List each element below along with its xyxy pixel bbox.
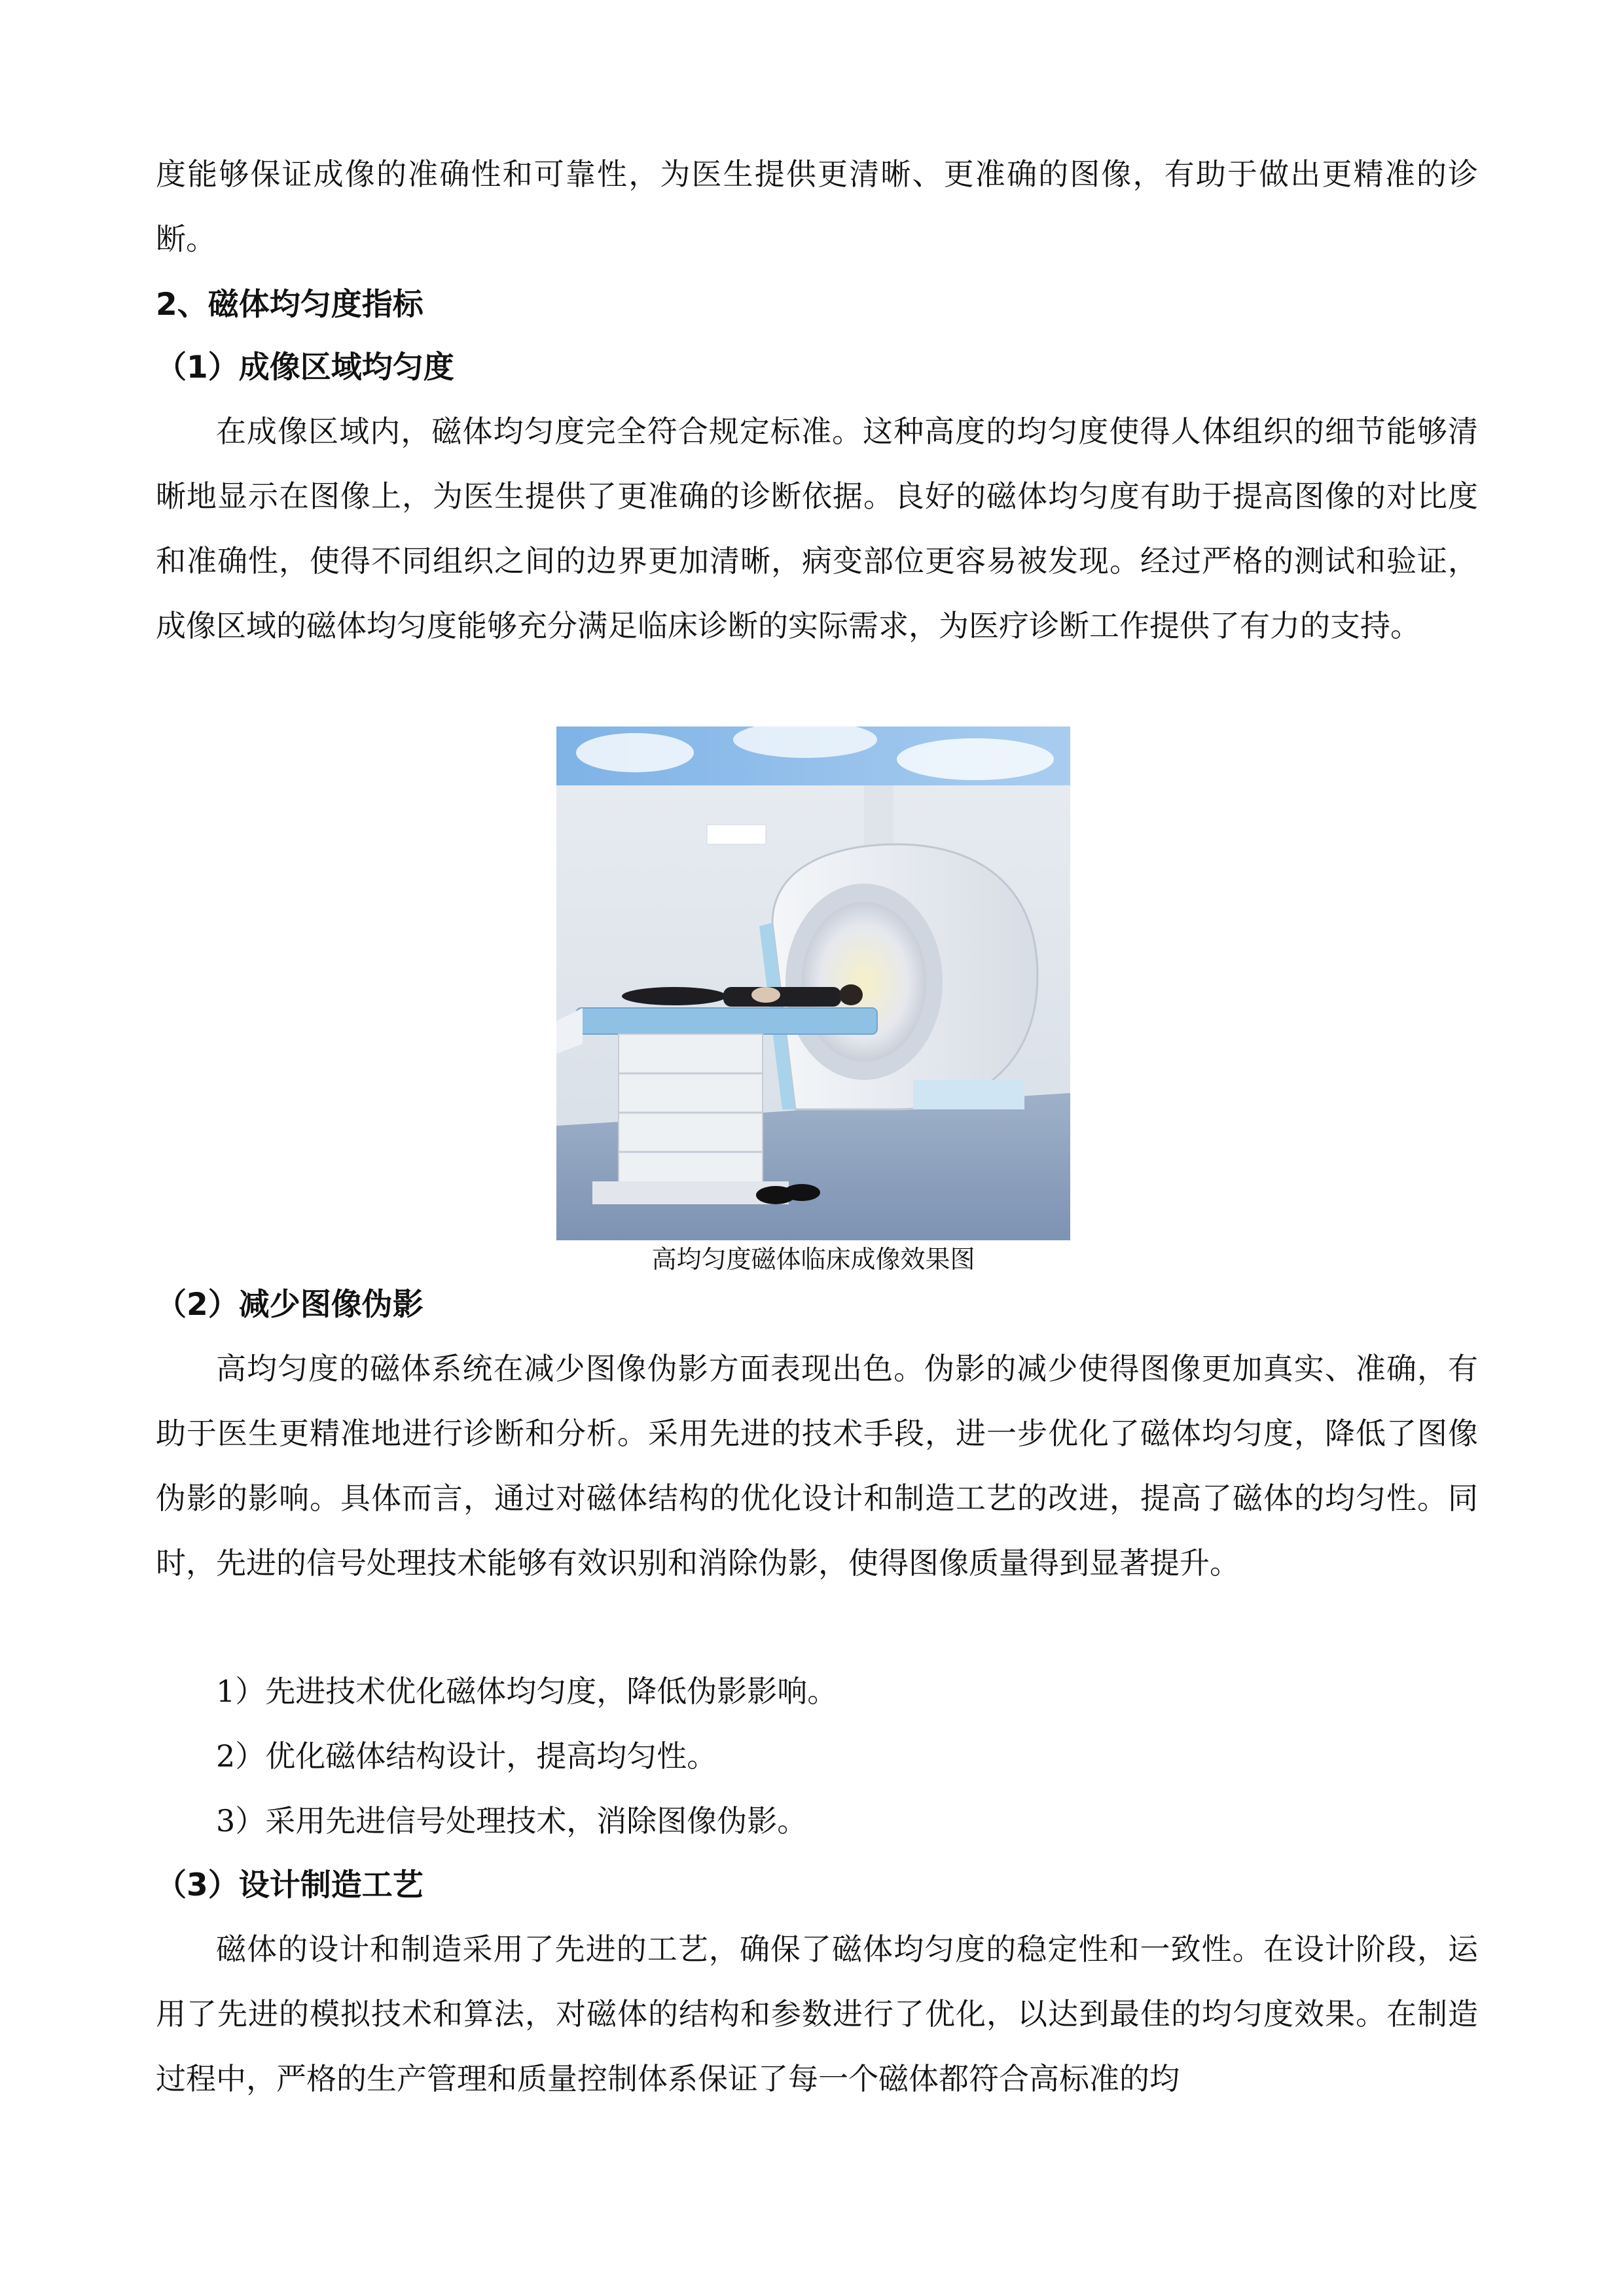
paragraph-imaging-region: 在成像区域内，磁体均匀度完全符合规定标准。这种高度的均匀度使得人体组织的细节能够清晰地显示在图像上，为医生提供了更准确的诊断依据。良好的磁体均匀度有助于提高图像的对比度和准确性，使得不同组织之间的边界更加清晰，病变部位更容易被发现。经过严格的测试和验证，成像区域的磁体均匀度能够充分满足临床诊断的实际需求，为医疗诊断工作提供了有力的支持。 [156,414,1478,643]
mri-scanner-illustration [556,726,1070,1240]
list-item: 2）优化磁体结构设计，提高均匀性。 [216,1738,717,1774]
paragraph-intro-continued: 度能够保证成像的准确性和可靠性，为医生提供更清晰、更准确的图像，有助于做出更精准的诊断。 [156,156,1478,257]
paragraph-manufacturing: 磁体的设计和制造采用了先进的工艺，确保了磁体均匀度的稳定性和一致性。在设计阶段，运用了先进的模拟技术和算法，对磁体的结构和参数进行了优化，以达到最佳的均匀度效果。在制造过程中，严格的生产管理和质量控制体系保证了每一个磁体都符合高标准的均 [156,1931,1478,2096]
subheading-manufacturing: （3）设计制造工艺 [156,1867,424,1903]
list-item: 3）采用先进信号处理技术，消除图像伪影。 [216,1803,808,1839]
section-heading: 2、磁体均匀度指标 [156,287,424,323]
subheading-artifact-reduction: （2）减少图像伪影 [156,1287,424,1323]
figure-caption: 高均匀度磁体临床成像效果图 [651,1245,975,1274]
list-item: 1）先进技术优化磁体均匀度，降低伪影影响。 [216,1674,838,1709]
paragraph-artifact-reduction: 高均匀度的磁体系统在减少图像伪影方面表现出色。伪影的减少使得图像更加真实、准确，有助于医生更精准地进行诊断和分析。采用先进的技术手段，进一步优化了磁体均匀度，降低了图像伪影的影响。具体而言，通过对磁体结构的优化设计和制造工艺的改进，提高了磁体的均匀性。同时，先进的信号处理技术能够有效识别和消除伪影，使得图像质量得到显著提升。 [156,1351,1478,1581]
mri-scanner-photo [556,726,1070,1240]
subheading-imaging-region: （1）成像区域均匀度 [156,350,454,386]
